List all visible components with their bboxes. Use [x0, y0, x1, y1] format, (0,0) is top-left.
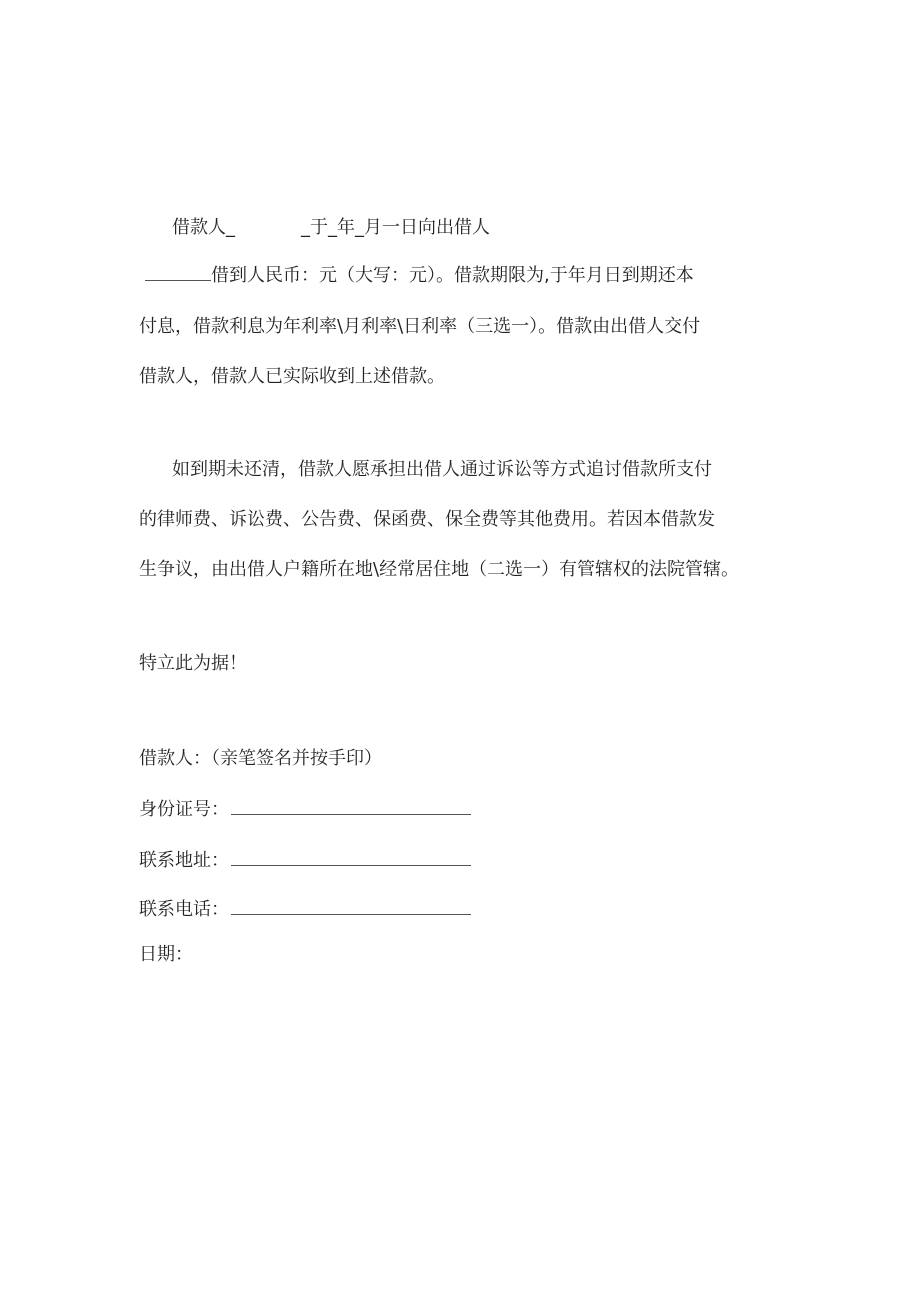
address-label: 联系地址： — [139, 850, 229, 871]
paragraph2-line2: 的律师费、诉讼费、公告费、保函费、保全费等其他费用。若因本借款发 — [139, 509, 715, 530]
date-label: 日期： — [139, 944, 193, 965]
id-number-label: 身份证号： — [139, 799, 229, 820]
borrower-signature-label: 借款人：（亲笔签名并按手印） — [139, 748, 382, 769]
phone-label: 联系电话： — [139, 899, 229, 920]
phone-row — [139, 894, 471, 922]
paragraph2-line3: 生争议，由出借人户籍所在地\经常居住地（二选一）有管辖权的法院管辖。 — [139, 559, 740, 580]
id-number-row — [139, 794, 471, 822]
loan-amount-text: 借到人民币：元（大写：元）。借款期限为,于年月日到期还本 — [211, 265, 694, 286]
paragraph1-line3: 付息，借款利息为年利率\月利率\日利率（三选一）。借款由出借人交付 — [139, 316, 701, 337]
id-number-field[interactable] — [231, 794, 471, 815]
loan-intro-text-b: _于_年_月一日向出借人 — [301, 217, 490, 238]
phone-field[interactable] — [231, 894, 471, 915]
paragraph1-line2 — [145, 262, 694, 290]
address-field[interactable] — [231, 845, 471, 866]
address-row — [139, 845, 471, 873]
lender-name-blank — [145, 262, 211, 281]
paragraph2-line1: 如到期未还清，借款人愿承担出借人通过诉讼等方式追讨借款所支付 — [172, 459, 712, 480]
closing-statement: 特立此为据！ — [139, 653, 247, 674]
paragraph1-line1 — [172, 214, 490, 242]
loan-intro-text-a: 借款人_ — [172, 217, 235, 238]
paragraph1-line4: 借款人，借款人已实际收到上述借款。 — [139, 366, 445, 387]
